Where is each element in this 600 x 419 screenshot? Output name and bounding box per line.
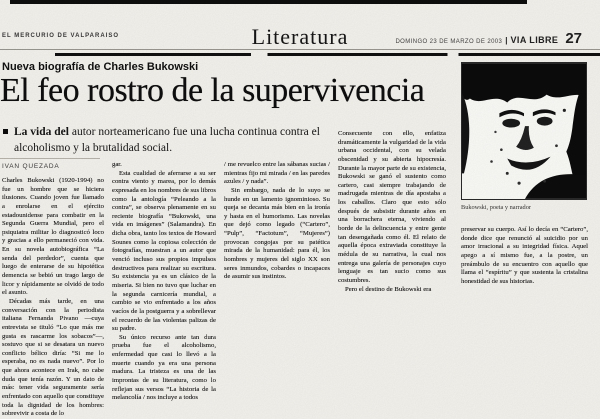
paragraph: Sin embargo, nada de lo suyo se hunde en un lamento ignominioso. Su queja se decanta más bien en la ironía y hasta en el humorismo. Las novelas que dejó como legado (“Cartero”, “Pulp”, “Factotum”, “Mujeres”) provocan congojas por su patética mirada de la humanidad: para él, los hombres y mujeres del siglo XX son seres inmundos, cobardes o incapaces de asumir sus instintos. bbox=[224, 186, 330, 281]
body-column-1 bbox=[2, 177, 104, 419]
body-column-3 bbox=[224, 161, 330, 295]
headline: El feo rostro de la supervivencia bbox=[0, 72, 425, 109]
bullet-square-icon bbox=[3, 129, 8, 134]
subhead-rest: autor norteamericano fue una lucha continua contra el alcoholismo y la brutalidad social. bbox=[14, 126, 320, 154]
masthead: EL MERCURIO DE VALPARAISO bbox=[2, 33, 120, 39]
body-column-5 bbox=[461, 226, 588, 310]
body-column-4 bbox=[338, 130, 446, 296]
paragraph: gar. bbox=[112, 161, 122, 168]
kicker: Nueva biografía de Charles Bukowski bbox=[2, 61, 199, 73]
date-text: DOMINGO 23 DE MARZO DE 2003 bbox=[395, 39, 503, 45]
paragraph: Su único recurso ante tan dura prueba fue el alcoholismo, enfermedad que casi lo llevó a la muerte cuando ya era una persona madura. La tristeza es una de las improntas de su literatura, como lo reflejan sus versos “La historia de la melancolía / nos incluye a todos bbox=[112, 333, 216, 402]
dateline bbox=[395, 30, 582, 47]
paragraph: Consecuente con ello, enfatiza dramáticamente la vulgaridad de la vida urbana occidental, con su velada obscenidad y su abierta hipocresía. Durante la mayor parte de su existencia, Bukowski se ganó el sustento como cartero, casi siempre trabajando de madrugada mientras de día apostaba a los caballos. Claro que esto sólo después de subsistir durante años en una borrachera eterna, viviendo al borde de la delincuencia y entre gente tan desengañada como él. El relato de aquella época extraviada constituye la médula de su narrativa, la cual nos entrega una galería de personajes cuyo lenguaje es tan sucio como sus costumbres. bbox=[338, 130, 446, 284]
top-rule bbox=[10, 0, 527, 4]
bukowski-portrait-photo bbox=[462, 63, 586, 199]
subhead bbox=[14, 125, 359, 156]
byline: IVAN QUEZADA bbox=[2, 163, 60, 170]
date-separator: | bbox=[505, 36, 508, 45]
paragraph: / me revuelco entre las sábanas sucias / mientras fijo mi mirada / en las paredes azules / y nada”. bbox=[224, 161, 330, 186]
body-column-2 bbox=[112, 161, 216, 419]
photo-frame bbox=[461, 62, 587, 200]
page-number: 27 bbox=[565, 30, 582, 47]
subhead-lead: La vida del bbox=[14, 126, 69, 138]
paragraph: preservar su cuerpo. Así lo decía en “Cartero”, donde dice que renunció al suicidio por un amor irracional a su integridad física. Aquel apego a sí mismo fue, a la postre, un preámbulo de su encuentro con aquello que llama el “espíritu” y que sustenta la cristalina honestidad de sus historias. bbox=[461, 226, 588, 285]
paragraph: Charles Bukowski (1920-1994) no fue un hombre que se hiciera ilusiones. Cuando joven fue llamado a enrolarse en el ejército estadounidense para combatir en la Segunda Guerra Mundial, pero el psiquiatra militar lo diagnosticó loco y gracias a ello permaneció con vida. En su novela autobiográfica “La senda del perdedor”, cuenta que luego de enterarse de su hipotética demencia se bebió un trago largo de licor y rápidamente se olvidó de todo el asunto. bbox=[2, 177, 104, 297]
section-title: Literatura bbox=[251, 24, 349, 49]
header-rule-thin bbox=[0, 49, 600, 50]
paragraph: Pero el destino de Bukowski era bbox=[345, 285, 432, 293]
supplement-label: VIA LIBRE bbox=[510, 35, 559, 45]
byline-rule bbox=[0, 158, 100, 159]
header-rule-thick bbox=[55, 53, 600, 56]
paragraph: Esta cualidad de aferrarse a su ser contra viento y marea, por lo demás expresada en los nombres de sus libros como la antología “Peleando a la contra”, se observa plenamente en su reciente biografía “Bukowski, una vida en imágenes” (Salamandra). En dicha obra, tanto los textos de Howard Sounes como la copiosa colección de fotografías, muestran a un autor que venció incluso sus propios impulsos destructivos para realizar su escritura. Su existencia ya es un clásico de la miseria. Si bien no tuvo que luchar en la segunda carnicería mundial, a cambio se vio enfrentado a los años vacíos de la postguerra y a sobrellevar el recuerdo de las violentas palizas de su padre. bbox=[112, 169, 216, 333]
photo-caption: Bukowski, poeta y narrador bbox=[461, 204, 531, 211]
paragraph: Décadas más tarde, en una conversación con la periodista italiana Fernanda Pivano —cuya entrevista se tituló “Lo que más me gusta es rascarme los sobacos”—, sostuvo que si se desatara un nuevo conflicto bélico diría: “Si me lo esperaba, no es nada nuevo”. Por lo que ahora acontece en Irak, no cabe duda que tenía razón. Y un dato de más: tener vida seguramente sería enfrentado con aquello que constituye toda la dignidad de los hombres: sobrevivir a costa de lo bbox=[2, 297, 104, 418]
